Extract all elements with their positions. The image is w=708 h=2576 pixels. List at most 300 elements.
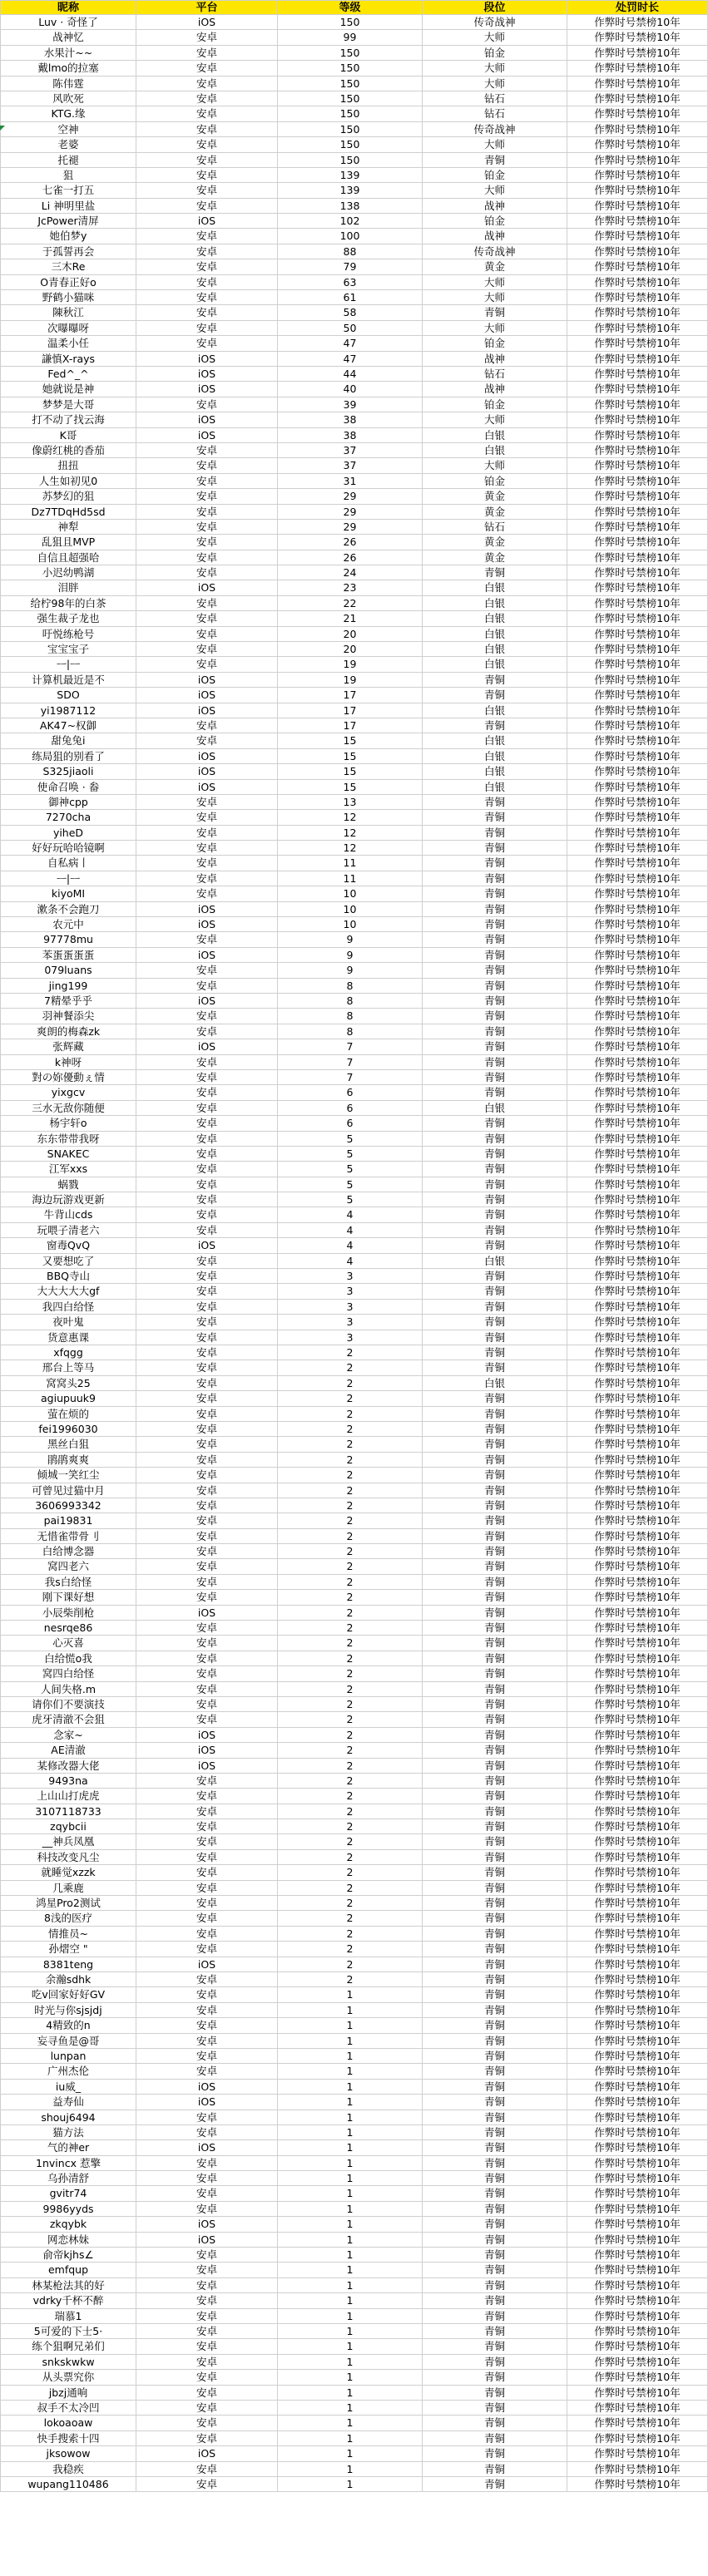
cell-nickname[interactable]: 吃v回家好好GV <box>0 1987 136 2001</box>
cell-penalty[interactable]: 作弊时号禁榜10年 <box>567 902 708 916</box>
cell-penalty[interactable]: 作弊时号禁榜10年 <box>567 1422 708 1436</box>
cell-penalty[interactable]: 作弊时号禁榜10年 <box>567 2034 708 2048</box>
cell-level[interactable]: 79 <box>278 259 423 274</box>
cell-nickname[interactable]: 货意惠课 <box>0 1330 136 1345</box>
cell-platform[interactable]: 安卓 <box>136 856 278 870</box>
table-row[interactable] <box>0 688 708 703</box>
table-row[interactable] <box>0 1269 708 1284</box>
cell-level[interactable]: 1 <box>278 2064 423 2078</box>
cell-penalty[interactable]: 作弊时号禁榜10年 <box>567 2202 708 2216</box>
cell-level[interactable]: 2 <box>278 1743 423 1757</box>
cell-nickname[interactable]: 乌孙清舒 <box>0 2171 136 2185</box>
cell-rank[interactable]: 青铜 <box>423 1483 567 1498</box>
cell-nickname[interactable]: 窝四白给怪 <box>0 1666 136 1680</box>
cell-nickname[interactable]: 从头票究你 <box>0 2370 136 2384</box>
table-row[interactable] <box>0 780 708 795</box>
cell-nickname[interactable]: 牛背山cds <box>0 1207 136 1221</box>
cell-penalty[interactable]: 作弊时号禁榜10年 <box>567 2018 708 2032</box>
cell-rank[interactable]: 传奇战神 <box>423 15 567 29</box>
cell-platform[interactable]: 安卓 <box>136 2064 278 2078</box>
cell-nickname[interactable]: Li 神明里盐 <box>0 199 136 213</box>
cell-level[interactable]: 1 <box>278 2018 423 2032</box>
cell-penalty[interactable]: 作弊时号禁榜10年 <box>567 1085 708 1099</box>
cell-platform[interactable]: 安卓 <box>136 2171 278 2185</box>
cell-level[interactable]: 2 <box>278 1865 423 1879</box>
cell-rank[interactable]: 大师 <box>423 76 567 91</box>
cell-penalty[interactable]: 作弊时号禁榜10年 <box>567 2477 708 2491</box>
table-row[interactable] <box>0 902 708 917</box>
cell-platform[interactable]: 安卓 <box>136 199 278 213</box>
cell-level[interactable]: 1 <box>278 2446 423 2460</box>
cell-rank[interactable]: 大师 <box>423 183 567 197</box>
cell-platform[interactable]: 安卓 <box>136 1085 278 1099</box>
table-row[interactable] <box>0 1575 708 1590</box>
cell-nickname[interactable]: 萤在烦的 <box>0 1407 136 1421</box>
cell-level[interactable]: 40 <box>278 382 423 396</box>
cell-nickname[interactable]: 鹃鹃爽爽 <box>0 1453 136 1467</box>
cell-nickname[interactable]: lokoaoaw <box>0 2416 136 2430</box>
cell-rank[interactable]: 青铜 <box>423 1513 567 1527</box>
cell-nickname[interactable]: 东东带带我呀 <box>0 1132 136 1146</box>
table-row[interactable] <box>0 1896 708 1911</box>
cell-platform[interactable]: 安卓 <box>136 2293 278 2307</box>
cell-level[interactable]: 2 <box>278 1819 423 1833</box>
table-row[interactable] <box>0 412 708 427</box>
cell-level[interactable]: 39 <box>278 397 423 412</box>
cell-level[interactable]: 7 <box>278 1070 423 1084</box>
cell-level[interactable]: 99 <box>278 30 423 44</box>
table-row[interactable] <box>0 2462 708 2477</box>
table-row[interactable] <box>0 1789 708 1804</box>
cell-rank[interactable]: 青铜 <box>423 565 567 580</box>
cell-nickname[interactable]: 宝宝宝子 <box>0 642 136 656</box>
cell-penalty[interactable]: 作弊时号禁榜10年 <box>567 2171 708 2185</box>
cell-level[interactable]: 2 <box>278 1575 423 1589</box>
cell-rank[interactable]: 青铜 <box>423 2355 567 2369</box>
cell-level[interactable]: 1 <box>278 2034 423 2048</box>
cell-rank[interactable]: 青铜 <box>423 1804 567 1818</box>
cell-penalty[interactable]: 作弊时号禁榜10年 <box>567 1804 708 1818</box>
cell-rank[interactable]: 大师 <box>423 290 567 304</box>
cell-level[interactable]: 4 <box>278 1207 423 1221</box>
cell-level[interactable]: 2 <box>278 1468 423 1482</box>
table-row[interactable] <box>0 749 708 764</box>
column-header-rank[interactable]: 段位 <box>423 1 567 14</box>
cell-penalty[interactable]: 作弊时号禁榜10年 <box>567 61 708 75</box>
cell-rank[interactable]: 青铜 <box>423 856 567 870</box>
cell-rank[interactable]: 青铜 <box>423 1942 567 1956</box>
cell-rank[interactable]: 青铜 <box>423 2217 567 2231</box>
cell-level[interactable]: 6 <box>278 1116 423 1130</box>
cell-level[interactable]: 2 <box>278 1942 423 1956</box>
cell-level[interactable]: 150 <box>278 91 423 106</box>
cell-platform[interactable]: 安卓 <box>136 1223 278 1237</box>
table-row[interactable] <box>0 1192 708 1207</box>
cell-rank[interactable]: 青铜 <box>423 1192 567 1207</box>
cell-penalty[interactable]: 作弊时号禁榜10年 <box>567 1147 708 1161</box>
cell-penalty[interactable]: 作弊时号禁榜10年 <box>567 2080 708 2094</box>
cell-rank[interactable]: 青铜 <box>423 1819 567 1833</box>
cell-level[interactable]: 15 <box>278 749 423 763</box>
cell-penalty[interactable]: 作弊时号禁榜10年 <box>567 1728 708 1742</box>
cell-rank[interactable]: 青铜 <box>423 1345 567 1360</box>
cell-platform[interactable]: 安卓 <box>136 2278 278 2292</box>
cell-nickname[interactable]: Dz7TDqHd5sd <box>0 505 136 519</box>
table-row[interactable] <box>0 2263 708 2277</box>
table-row[interactable] <box>0 1453 708 1468</box>
cell-nickname[interactable]: zqybcii <box>0 1819 136 1833</box>
cell-nickname[interactable]: 我四白给怪 <box>0 1300 136 1314</box>
cell-nickname[interactable]: 温柔小任 <box>0 336 136 350</box>
cell-nickname[interactable]: 白给博念器 <box>0 1544 136 1558</box>
cell-platform[interactable]: 安卓 <box>136 2309 278 2323</box>
cell-nickname[interactable]: 苯蛋蛋蛋蛋 <box>0 948 136 962</box>
cell-level[interactable]: 37 <box>278 458 423 472</box>
table-row[interactable] <box>0 305 708 320</box>
cell-penalty[interactable]: 作弊时号禁榜10年 <box>567 886 708 901</box>
cell-penalty[interactable]: 作弊时号禁榜10年 <box>567 168 708 182</box>
cell-rank[interactable]: 传奇战神 <box>423 244 567 259</box>
cell-nickname[interactable]: 水果汁~~ <box>0 46 136 60</box>
cell-platform[interactable]: 安卓 <box>136 305 278 319</box>
table-row[interactable] <box>0 1116 708 1131</box>
cell-nickname[interactable]: 漱条不会跑刀 <box>0 902 136 916</box>
table-row[interactable] <box>0 886 708 901</box>
table-row[interactable] <box>0 642 708 657</box>
cell-level[interactable]: 1 <box>278 2171 423 2185</box>
cell-penalty[interactable]: 作弊时号禁榜10年 <box>567 826 708 840</box>
cell-level[interactable]: 1 <box>278 2186 423 2200</box>
cell-nickname[interactable]: 7精晕乎乎 <box>0 994 136 1008</box>
cell-rank[interactable]: 黄金 <box>423 259 567 274</box>
cell-nickname[interactable]: 念家~ <box>0 1728 136 1742</box>
cell-level[interactable]: 1 <box>278 2462 423 2476</box>
cell-platform[interactable]: 安卓 <box>136 1513 278 1527</box>
cell-rank[interactable]: 青铜 <box>423 1437 567 1451</box>
cell-level[interactable]: 2 <box>278 1621 423 1635</box>
cell-level[interactable]: 31 <box>278 474 423 488</box>
cell-platform[interactable]: iOS <box>136 2217 278 2231</box>
table-row[interactable] <box>0 30 708 45</box>
cell-rank[interactable]: 战神 <box>423 352 567 366</box>
cell-level[interactable]: 1 <box>278 2156 423 2170</box>
cell-platform[interactable]: 安卓 <box>136 1101 278 1115</box>
cell-penalty[interactable]: 作弊时号禁榜10年 <box>567 780 708 794</box>
cell-nickname[interactable]: 3107118733 <box>0 1804 136 1818</box>
cell-level[interactable]: 1 <box>278 2370 423 2384</box>
cell-rank[interactable]: 青铜 <box>423 1147 567 1161</box>
cell-nickname[interactable]: 请你们不要演技 <box>0 1697 136 1711</box>
table-row[interactable] <box>0 91 708 106</box>
cell-nickname[interactable]: 4精致的n <box>0 2018 136 2032</box>
cell-level[interactable]: 2 <box>278 1422 423 1436</box>
cell-penalty[interactable]: 作弊时号禁榜10年 <box>567 474 708 488</box>
cell-penalty[interactable]: 作弊时号禁榜10年 <box>567 321 708 335</box>
cell-platform[interactable]: 安卓 <box>136 657 278 671</box>
table-row[interactable] <box>0 1498 708 1513</box>
table-row[interactable] <box>0 1437 708 1452</box>
cell-nickname[interactable]: 5可爱的下士5· <box>0 2324 136 2338</box>
cell-platform[interactable]: iOS <box>136 703 278 718</box>
cell-nickname[interactable]: iu威_ <box>0 2080 136 2094</box>
cell-penalty[interactable]: 作弊时号禁榜10年 <box>567 1162 708 1176</box>
cell-level[interactable]: 19 <box>278 673 423 687</box>
cell-nickname[interactable]: 无惜雀带骨刂 <box>0 1529 136 1543</box>
cell-platform[interactable]: 安卓 <box>136 321 278 335</box>
cell-nickname[interactable]: 玩喂子清老六 <box>0 1223 136 1237</box>
cell-level[interactable]: 2 <box>278 1606 423 1620</box>
cell-level[interactable]: 2 <box>278 1498 423 1513</box>
cell-platform[interactable]: 安卓 <box>136 596 278 610</box>
cell-level[interactable]: 2 <box>278 1437 423 1451</box>
cell-platform[interactable]: 安卓 <box>136 535 278 549</box>
cell-rank[interactable]: 青铜 <box>423 2309 567 2323</box>
cell-rank[interactable]: 青铜 <box>423 2386 567 2400</box>
cell-platform[interactable]: iOS <box>136 948 278 962</box>
cell-rank[interactable]: 白银 <box>423 428 567 442</box>
cell-nickname[interactable]: 像蔚红桃的香茄 <box>0 443 136 457</box>
cell-level[interactable]: 2 <box>278 1513 423 1527</box>
cell-rank[interactable]: 青铜 <box>423 1606 567 1620</box>
cell-level[interactable]: 17 <box>278 688 423 702</box>
cell-rank[interactable]: 青铜 <box>423 1850 567 1864</box>
cell-penalty[interactable]: 作弊时号禁榜10年 <box>567 412 708 427</box>
cell-level[interactable]: 1 <box>278 2202 423 2216</box>
table-row[interactable] <box>0 2110 708 2125</box>
cell-nickname[interactable]: emfqup <box>0 2263 136 2277</box>
table-row[interactable] <box>0 397 708 412</box>
cell-rank[interactable]: 青铜 <box>423 979 567 993</box>
cell-penalty[interactable]: 作弊时号禁榜10年 <box>567 2416 708 2430</box>
cell-rank[interactable]: 黄金 <box>423 550 567 565</box>
cell-rank[interactable]: 黄金 <box>423 489 567 503</box>
cell-penalty[interactable]: 作弊时号禁榜10年 <box>567 917 708 931</box>
cell-level[interactable]: 2 <box>278 1666 423 1680</box>
cell-penalty[interactable]: 作弊时号禁榜10年 <box>567 2064 708 2078</box>
cell-level[interactable]: 19 <box>278 657 423 671</box>
cell-rank[interactable]: 青铜 <box>423 2049 567 2063</box>
cell-nickname[interactable]: pai19831 <box>0 1513 136 1527</box>
cell-platform[interactable]: 安卓 <box>136 642 278 656</box>
cell-platform[interactable]: 安卓 <box>136 963 278 977</box>
cell-nickname[interactable]: vdrky千杯不醉 <box>0 2293 136 2307</box>
cell-nickname[interactable]: 打不动了找云海 <box>0 412 136 427</box>
cell-nickname[interactable]: 我稳疾 <box>0 2462 136 2476</box>
table-row[interactable] <box>0 1712 708 1727</box>
cell-level[interactable]: 50 <box>278 321 423 335</box>
cell-level[interactable]: 38 <box>278 428 423 442</box>
cell-level[interactable]: 2 <box>278 1957 423 1971</box>
cell-penalty[interactable]: 作弊时号禁榜10年 <box>567 1055 708 1069</box>
cell-platform[interactable]: 安卓 <box>136 1468 278 1482</box>
cell-level[interactable]: 3 <box>278 1300 423 1314</box>
cell-nickname[interactable]: ᅳ|ᅳ <box>0 657 136 671</box>
cell-level[interactable]: 29 <box>278 505 423 519</box>
table-row[interactable] <box>0 168 708 183</box>
cell-level[interactable]: 26 <box>278 550 423 565</box>
cell-nickname[interactable]: 三水无敌你随便 <box>0 1101 136 1115</box>
table-row[interactable] <box>0 1697 708 1712</box>
cell-nickname[interactable]: 人间失格.m <box>0 1682 136 1696</box>
cell-level[interactable]: 13 <box>278 795 423 809</box>
cell-nickname[interactable]: JcPower清屏 <box>0 214 136 228</box>
table-row[interactable] <box>0 810 708 825</box>
cell-platform[interactable]: 安卓 <box>136 2049 278 2063</box>
cell-penalty[interactable]: 作弊时号禁榜10年 <box>567 565 708 580</box>
table-row[interactable] <box>0 2446 708 2461</box>
cell-rank[interactable]: 青铜 <box>423 1666 567 1680</box>
cell-nickname[interactable]: 江军xxs <box>0 1162 136 1176</box>
cell-level[interactable]: 8 <box>278 1024 423 1039</box>
cell-penalty[interactable]: 作弊时号禁榜10年 <box>567 871 708 886</box>
cell-rank[interactable]: 青铜 <box>423 948 567 962</box>
cell-platform[interactable]: 安卓 <box>136 1116 278 1130</box>
cell-nickname[interactable]: 快手搜索十四 <box>0 2431 136 2445</box>
cell-rank[interactable]: 青铜 <box>423 2263 567 2277</box>
cell-platform[interactable]: 安卓 <box>136 1498 278 1513</box>
cell-penalty[interactable]: 作弊时号禁榜10年 <box>567 642 708 656</box>
cell-penalty[interactable]: 作弊时号禁榜10年 <box>567 2110 708 2124</box>
cell-nickname[interactable]: KTG.缘 <box>0 106 136 121</box>
cell-rank[interactable]: 青铜 <box>423 153 567 167</box>
cell-platform[interactable]: 安卓 <box>136 1804 278 1818</box>
cell-nickname[interactable]: 自私病丨 <box>0 856 136 870</box>
table-row[interactable] <box>0 1590 708 1605</box>
cell-penalty[interactable]: 作弊时号禁榜10年 <box>567 1315 708 1329</box>
cell-penalty[interactable]: 作弊时号禁榜10年 <box>567 1070 708 1084</box>
cell-platform[interactable]: iOS <box>136 673 278 687</box>
cell-platform[interactable]: 安卓 <box>136 2202 278 2216</box>
cell-penalty[interactable]: 作弊时号禁榜10年 <box>567 1177 708 1192</box>
cell-platform[interactable]: 安卓 <box>136 2263 278 2277</box>
cell-level[interactable]: 2 <box>278 1850 423 1864</box>
cell-penalty[interactable]: 作弊时号禁榜10年 <box>567 2003 708 2017</box>
cell-penalty[interactable]: 作弊时号禁榜10年 <box>567 1911 708 1925</box>
cell-rank[interactable]: 青铜 <box>423 2278 567 2292</box>
table-row[interactable] <box>0 2125 708 2140</box>
cell-nickname[interactable]: 鸿星Pro2测试 <box>0 1896 136 1910</box>
cell-level[interactable]: 1 <box>278 2003 423 2017</box>
table-row[interactable] <box>0 1284 708 1299</box>
cell-penalty[interactable]: 作弊时号禁榜10年 <box>567 106 708 121</box>
cell-nickname[interactable]: 三木Re <box>0 259 136 274</box>
cell-rank[interactable]: 青铜 <box>423 2186 567 2200</box>
cell-platform[interactable]: 安卓 <box>136 1972 278 1986</box>
cell-nickname[interactable]: 神犁 <box>0 520 136 534</box>
table-row[interactable] <box>0 367 708 382</box>
cell-platform[interactable]: 安卓 <box>136 1911 278 1925</box>
table-row[interactable] <box>0 2003 708 2018</box>
cell-platform[interactable]: 安卓 <box>136 1070 278 1084</box>
cell-rank[interactable]: 青铜 <box>423 1651 567 1666</box>
cell-rank[interactable]: 战神 <box>423 229 567 243</box>
cell-nickname[interactable]: ᅳ|ᅳ <box>0 871 136 886</box>
cell-rank[interactable]: 黄金 <box>423 535 567 549</box>
cell-nickname[interactable]: 乱狙且MVP <box>0 535 136 549</box>
cell-rank[interactable]: 青铜 <box>423 1636 567 1650</box>
cell-platform[interactable]: 安卓 <box>136 1162 278 1176</box>
cell-nickname[interactable]: 虎牙清澈不会狙 <box>0 1712 136 1726</box>
cell-penalty[interactable]: 作弊时号禁榜10年 <box>567 2386 708 2400</box>
cell-rank[interactable]: 青铜 <box>423 2003 567 2017</box>
cell-platform[interactable]: 安卓 <box>136 932 278 946</box>
cell-penalty[interactable]: 作弊时号禁榜10年 <box>567 1391 708 1405</box>
cell-level[interactable]: 2 <box>278 1896 423 1910</box>
table-row[interactable] <box>0 1315 708 1330</box>
cell-platform[interactable]: 安卓 <box>136 1437 278 1451</box>
cell-rank[interactable]: 大师 <box>423 61 567 75</box>
cell-penalty[interactable]: 作弊时号禁榜10年 <box>567 2049 708 2063</box>
cell-nickname[interactable]: 爽朗的梅森zk <box>0 1024 136 1039</box>
cell-rank[interactable]: 青铜 <box>423 1590 567 1604</box>
cell-nickname[interactable]: 扭扭 <box>0 458 136 472</box>
cell-level[interactable]: 2 <box>278 1636 423 1650</box>
cell-level[interactable]: 22 <box>278 596 423 610</box>
cell-nickname[interactable]: snkskwkw <box>0 2355 136 2369</box>
cell-penalty[interactable]: 作弊时号禁榜10年 <box>567 489 708 503</box>
cell-level[interactable]: 2 <box>278 1360 423 1374</box>
cell-platform[interactable]: 安卓 <box>136 611 278 625</box>
cell-penalty[interactable]: 作弊时号禁榜10年 <box>567 443 708 457</box>
cell-rank[interactable]: 钻石 <box>423 91 567 106</box>
table-row[interactable] <box>0 1147 708 1162</box>
cell-rank[interactable]: 青铜 <box>423 886 567 901</box>
cell-platform[interactable]: 安卓 <box>136 2248 278 2262</box>
cell-penalty[interactable]: 作弊时号禁榜10年 <box>567 2125 708 2139</box>
table-row[interactable] <box>0 15 708 30</box>
cell-platform[interactable]: iOS <box>136 749 278 763</box>
cell-level[interactable]: 5 <box>278 1132 423 1146</box>
cell-platform[interactable]: 安卓 <box>136 168 278 182</box>
cell-nickname[interactable]: 8浅的医疗 <box>0 1911 136 1925</box>
cell-platform[interactable]: 安卓 <box>136 1575 278 1589</box>
cell-nickname[interactable]: 托褪 <box>0 153 136 167</box>
cell-level[interactable]: 1 <box>278 2324 423 2338</box>
cell-penalty[interactable]: 作弊时号禁榜10年 <box>567 199 708 213</box>
cell-penalty[interactable]: 作弊时号禁榜10年 <box>567 703 708 718</box>
table-row[interactable] <box>0 2293 708 2308</box>
table-row[interactable] <box>0 1422 708 1437</box>
cell-level[interactable]: 2 <box>278 1651 423 1666</box>
cell-nickname[interactable]: __神兵凤凰 <box>0 1834 136 1848</box>
table-row[interactable] <box>0 2171 708 2186</box>
cell-platform[interactable]: 安卓 <box>136 2339 278 2353</box>
cell-level[interactable]: 100 <box>278 229 423 243</box>
table-row[interactable] <box>0 46 708 61</box>
cell-level[interactable]: 2 <box>278 1559 423 1573</box>
cell-platform[interactable]: 安卓 <box>136 886 278 901</box>
cell-platform[interactable]: 安卓 <box>136 841 278 855</box>
cell-rank[interactable]: 青铜 <box>423 1207 567 1221</box>
cell-rank[interactable]: 青铜 <box>423 688 567 702</box>
table-row[interactable] <box>0 627 708 642</box>
cell-nickname[interactable]: O青春正好o <box>0 275 136 289</box>
cell-penalty[interactable]: 作弊时号禁榜10年 <box>567 1575 708 1589</box>
table-row[interactable] <box>0 244 708 259</box>
cell-penalty[interactable]: 作弊时号禁榜10年 <box>567 718 708 733</box>
cell-nickname[interactable]: 陈伟霆 <box>0 76 136 91</box>
table-row[interactable] <box>0 137 708 152</box>
table-row[interactable] <box>0 2386 708 2401</box>
cell-platform[interactable]: iOS <box>136 580 278 595</box>
table-row[interactable] <box>0 2049 708 2064</box>
cell-level[interactable]: 47 <box>278 352 423 366</box>
cell-platform[interactable]: 安卓 <box>136 2386 278 2400</box>
cell-rank[interactable]: 青铜 <box>423 826 567 840</box>
table-row[interactable] <box>0 2186 708 2201</box>
cell-nickname[interactable]: fei1996030 <box>0 1422 136 1436</box>
cell-penalty[interactable]: 作弊时号禁榜10年 <box>567 1238 708 1252</box>
